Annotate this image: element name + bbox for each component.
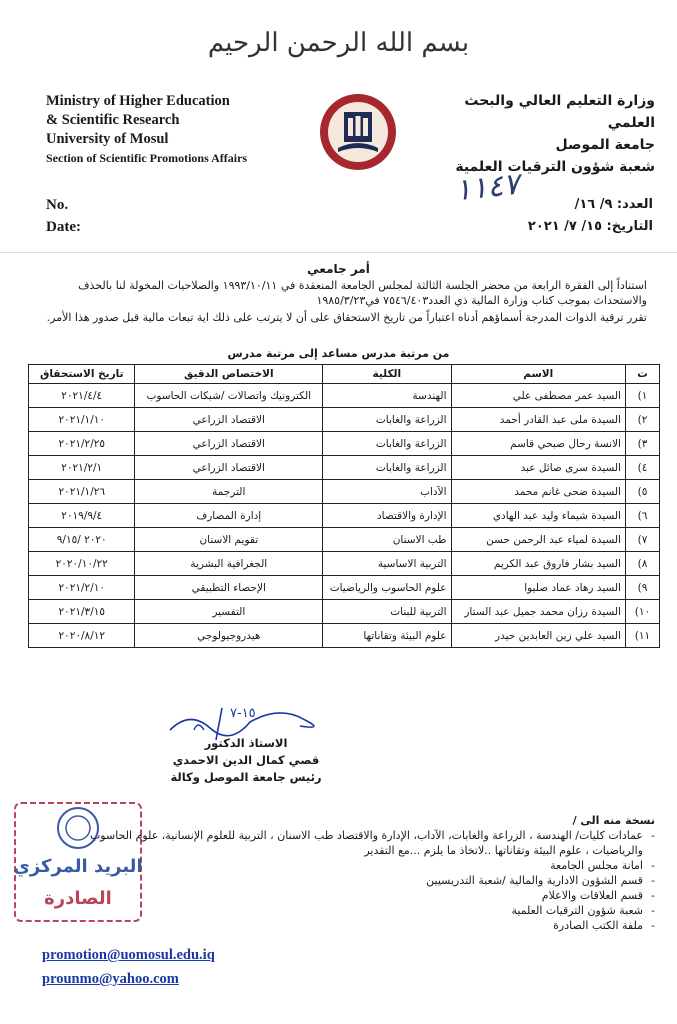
row-index: ٨) — [625, 552, 659, 576]
order-title: أمر جامعي — [307, 262, 370, 276]
table-row — [29, 552, 660, 576]
table-row — [29, 600, 660, 624]
signatory-role: رئيس جامعة الموصل وكالة — [170, 770, 322, 784]
row-name: السيد عمر مصطفى علي — [451, 384, 625, 408]
row-college: علوم الحاسوب والرياضيات — [323, 576, 451, 600]
english-letterhead — [46, 92, 306, 168]
ar-number: العدد: ٩/ ١٦/ — [574, 197, 653, 212]
row-specialization: الترجمة — [135, 480, 323, 504]
header-divider — [0, 252, 677, 253]
order-paragraph-2: تقرر ترقية الذوات المدرجة أسماؤهم أدناه اعتباراً من تاريخ الاستحقاق على أن لا يترتب على ذلك اية تبعات مالية قبل صدور هذا الأمر. — [46, 311, 647, 324]
signature-date: ١٥-٧ — [230, 706, 256, 721]
row-due-date: ٢٠٢١/٢/١٠ — [29, 576, 135, 600]
handwritten-number: ١١٤٧ — [453, 166, 522, 209]
date-label: Date: — [46, 219, 81, 235]
row-due-date: ٢٠٢٠/١٠/٢٢ — [29, 552, 135, 576]
row-college: الآداب — [323, 480, 451, 504]
row-index: ٧) — [625, 528, 659, 552]
row-name: السيد علي زين العابدين حيدر — [451, 624, 625, 648]
row-index: ١) — [625, 384, 659, 408]
row-index: ٢) — [625, 408, 659, 432]
row-index: ٥) — [625, 480, 659, 504]
email-link-promotion[interactable]: promotion@uomosul.edu.iq — [42, 947, 215, 963]
university-name-en: University of Mosul — [46, 131, 169, 147]
row-specialization: الكترونيك واتصالات /شبكات الحاسوب — [135, 384, 323, 408]
row-specialization: الإحصاء التطبيقي — [135, 576, 323, 600]
ministry-name-en-2: & Scientific Research — [46, 112, 180, 128]
row-name: الانسة رحال صبحي قاسم — [451, 432, 625, 456]
row-due-date: ٢٠٢٠/٨/١٢ — [29, 624, 135, 648]
copy-recipient: - شعبة شؤون الترقيات العلمية — [40, 903, 655, 918]
signature-block — [146, 735, 346, 786]
row-due-date: ٢٠٢١/١/٢٦ — [29, 480, 135, 504]
order-paragraph-1: استناداً إلى الفقرة الرابعة من محضر الجلسة الثالثة لمجلس الجامعة المنعقدة في ١٩٩٣/١٠/١١ والصلاحيات المخولة لنا بالحذف والاستحداث بموجب كتاب وزارة المالية ذي العدد٧٥٤٦/٤٠٣ في١٩٨٥/٣/٢٣ — [78, 279, 647, 307]
row-due-date: ٢٠٢١/٢/٢٥ — [29, 432, 135, 456]
row-name: السيد رهاد عماد صليوا — [451, 576, 625, 600]
row-index: ٦) — [625, 504, 659, 528]
row-name: السيدة ضحى غانم محمد — [451, 480, 625, 504]
header-specialization: الاختصاص الدقيق — [135, 365, 323, 384]
row-index: ١١) — [625, 624, 659, 648]
table-title: من مرتبة مدرس مساعد إلى مرتبة مدرس — [227, 347, 450, 360]
copies-heading: نسخة منه الى / — [572, 814, 655, 827]
row-specialization: التفسير — [135, 600, 323, 624]
copy-recipient: - قسم الشؤون الادارية والمالية /شعبة التدريسيين — [40, 873, 655, 888]
copy-recipient: - قسم العلاقات والاعلام — [40, 888, 655, 903]
row-college: الإدارة والاقتصاد — [323, 504, 451, 528]
copy-recipient: - ملفة الكتب الصادرة — [40, 918, 655, 933]
header-index: ت — [625, 365, 659, 384]
copy-recipient: - امانة مجلس الجامعة — [40, 858, 655, 873]
row-due-date: ٢٠٢١/١/١٠ — [29, 408, 135, 432]
row-college: الهندسة — [323, 384, 451, 408]
table-body — [29, 384, 660, 648]
table-row — [29, 432, 660, 456]
email-link-yahoo[interactable]: prounmo@yahoo.com — [42, 971, 179, 987]
row-index: ٩) — [625, 576, 659, 600]
stamp-line-1: البريد المركزي — [13, 856, 143, 877]
ar-date: التاريخ: ١٥/ ٧/ ٢٠٢١ — [527, 219, 653, 234]
table-row — [29, 408, 660, 432]
row-specialization: الاقتصاد الزراعي — [135, 408, 323, 432]
table-row — [29, 456, 660, 480]
stamp-line-2: الصادرة — [44, 888, 112, 909]
no-label: No. — [46, 197, 69, 213]
row-name: السيدة رزان محمد جميل عبد الستار — [451, 600, 625, 624]
copies-section — [40, 813, 655, 933]
table-header-row — [29, 365, 660, 384]
row-specialization: الاقتصاد الزراعي — [135, 432, 323, 456]
row-college: الزراعة والغابات — [323, 432, 451, 456]
copy-recipient: - عمادات كليات/ الهندسة ، الزراعة والغابات، الآداب، الإدارة والاقتصاد طب الاسنان ، التربية للعلوم الإنسانية، علوم الحاسوب والرياضيات ، علوم البيئة وتقاناتها ..لاتخاذ ما يلزم ...مع التقدير — [40, 828, 655, 858]
signatory-name: قصي كمال الدين الاحمدي — [172, 753, 320, 767]
row-college: التربية الاساسية — [323, 552, 451, 576]
table-row — [29, 480, 660, 504]
row-college: طب الاسنان — [323, 528, 451, 552]
contact-emails — [42, 943, 215, 991]
table-row — [29, 528, 660, 552]
university-name-ar: جامعة الموصل — [555, 137, 655, 153]
ministry-name-ar: وزارة التعليم العالي والبحث العلمي — [464, 93, 655, 131]
row-specialization: تقويم الاسنان — [135, 528, 323, 552]
section-name-ar: شعبة شؤون الترقيات العلمية — [455, 159, 655, 175]
row-college: علوم البيئة وتقاناتها — [323, 624, 451, 648]
row-specialization: الاقتصاد الزراعي — [135, 456, 323, 480]
ar-reference-block — [528, 194, 653, 238]
row-due-date: ٢٠٢٠ /٩/١٥ — [29, 528, 135, 552]
row-due-date: ٢٠٢١/٣/١٥ — [29, 600, 135, 624]
row-index: ١٠) — [625, 600, 659, 624]
copies-list — [40, 828, 655, 933]
section-name-en: Section of Scientific Promotions Affairs — [46, 151, 248, 165]
row-name: السيد بشار فاروق عبد الكريم — [451, 552, 625, 576]
header-name: الاسم — [451, 365, 625, 384]
row-name: السيدة شيماء وليد عبد الهادي — [451, 504, 625, 528]
signatory-title: الاستاذ الدكتور — [204, 736, 288, 750]
university-logo — [318, 92, 398, 172]
table-row — [29, 576, 660, 600]
row-index: ٤) — [625, 456, 659, 480]
row-name: السيدة لمياء عبد الرحمن حسن — [451, 528, 625, 552]
promotions-table — [28, 364, 660, 648]
header-college: الكلية — [323, 365, 451, 384]
row-index: ٣) — [625, 432, 659, 456]
order-body — [44, 278, 647, 327]
en-reference-block — [46, 194, 81, 238]
row-specialization: إدارة المصارف — [135, 504, 323, 528]
header-due-date: تاريخ الاستحقاق — [29, 365, 135, 384]
row-college: الزراعة والغابات — [323, 456, 451, 480]
row-college: الزراعة والغابات — [323, 408, 451, 432]
row-specialization: هيدروجيولوجي — [135, 624, 323, 648]
row-name: السيدة ملى عبد القادر أحمد — [451, 408, 625, 432]
table-row — [29, 504, 660, 528]
row-due-date: ٢٠٢١/٤/٤ — [29, 384, 135, 408]
arabic-letterhead — [415, 90, 655, 178]
row-due-date: ٢٠٢١/٢/١ — [29, 456, 135, 480]
table-row — [29, 384, 660, 408]
row-due-date: ٢٠١٩/٩/٤ — [29, 504, 135, 528]
ministry-name-en: Ministry of Higher Education — [46, 93, 230, 109]
table-row — [29, 624, 660, 648]
row-college: التربية للبنات — [323, 600, 451, 624]
basmala: بسم الله الرحمن الرحيم — [207, 28, 470, 58]
row-specialization: الجغرافية البشرية — [135, 552, 323, 576]
row-name: السيدة سرى صائل عبد — [451, 456, 625, 480]
